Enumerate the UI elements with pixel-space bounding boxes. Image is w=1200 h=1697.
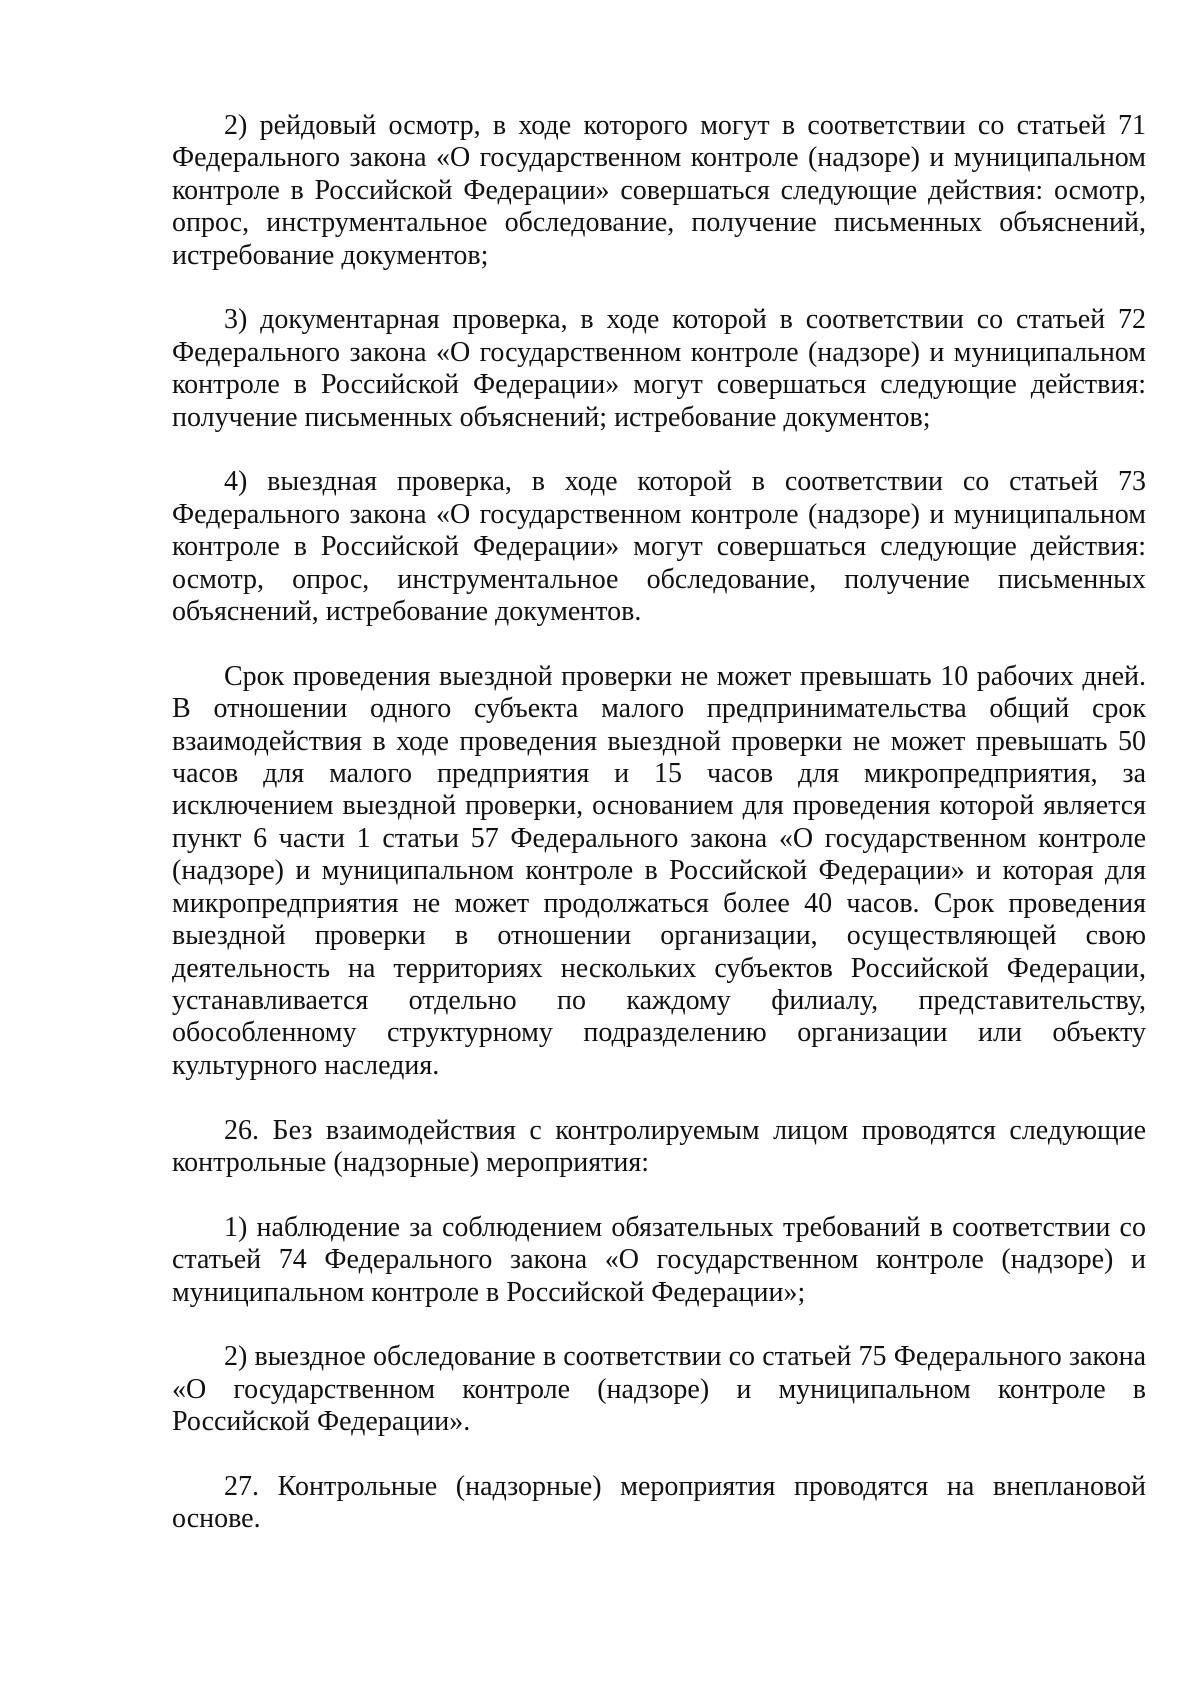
paragraph-observation: 1) наблюдение за соблюдением обязательных требований в соответствии со статьей 74 Федерального закона «О государственном контроле (надзоре) и муниципальном контроле в Российской Федерации»; [172,1211,1146,1308]
paragraph-raid-inspection: 2) рейдовый осмотр, в ходе которого могут в соответствии со статьей 71 Федерального закона «О государственном контроле (надзоре) и муниципальном контроле в Российской Федерации» совершаться следующие действия: осмотр, опрос, инструментальное обследование, получение письменных объяснений, истребование документов; [172,110,1146,271]
paragraph-field-check-duration: Срок проведения выездной проверки не может превышать 10 рабочих дней. В отношении одного субъекта малого предпринимательства общий срок взаимодействия в ходе проведения выездной проверки не может превышать 50 часов для малого предприятия и 15 часов для микропредприятия, за исключением выездной проверки, основанием для проведения которой является пункт 6 части 1 статьи 57 Федерального закона «О государственном контроле (надзоре) и муниципальном контроле в Российской Федерации» и которая для микропредприятия не может продолжаться более 40 часов. Срок проведения выездной проверки в отношении организации, осуществляющей свою деятельность на территориях нескольких субъектов Российской Федерации, устанавливается отдельно по каждому филиалу, представительству, обособленному структурному подразделению организации или объекту культурного наследия. [172,660,1146,1081]
paragraph-field-check: 4) выездная проверка, в ходе которой в соответствии со статьей 73 Федерального закона «О государственном контроле (надзоре) и муниципальном контроле в Российской Федерации» могут совершаться следующие действия: осмотр, опрос, инструментальное обследование, получение письменных объяснений, истребование документов. [172,466,1146,628]
paragraph-documentary-check: 3) документарная проверка, в ходе которой в соответствии со статьей 72 Федерального закона «О государственном контроле (надзоре) и муниципальном контроле в Российской Федерации» могут совершаться следующие действия: получение письменных объяснений; истребование документов; [172,304,1146,433]
paragraph-section-26: 26. Без взаимодействия с контролируемым лицом проводятся следующие контрольные (надзорные) мероприятия: [172,1114,1146,1178]
document-body [172,110,1146,1536]
paragraph-section-27: 27. Контрольные (надзорные) мероприятия проводятся на внеплановой основе. [172,1470,1146,1535]
paragraph-field-survey: 2) выездное обследование в соответствии со статьей 75 Федерального закона «О государственном контроле (надзоре) и муниципальном контроле в Российской Федерации». [172,1341,1146,1438]
